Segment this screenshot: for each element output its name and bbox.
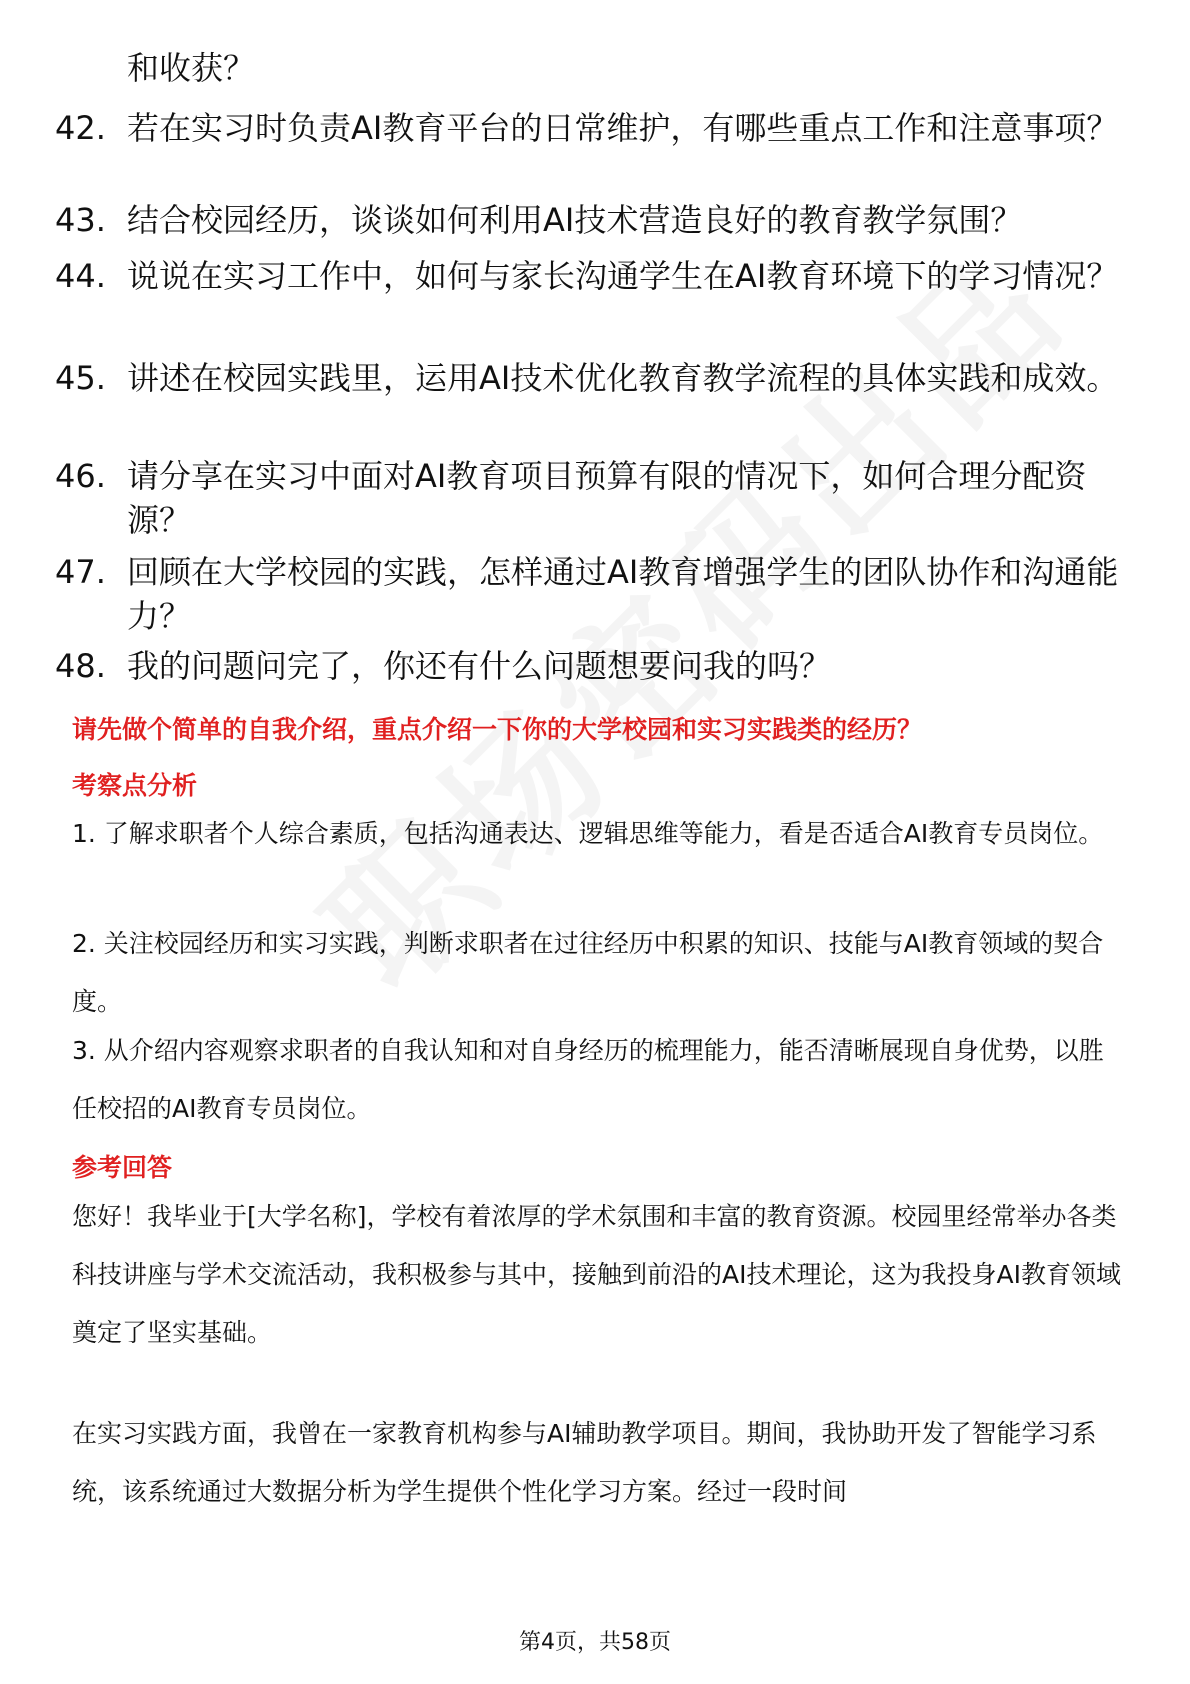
question-number: 47. (55, 553, 106, 591)
question-text: 讲述在校园实践里，运用AI技术优化教育教学流程的具体实践和成效。 (127, 359, 1119, 397)
analysis-heading: 考察点分析 (72, 771, 198, 800)
answer-paragraph: 您好！我毕业于[大学名称]，学校有着浓厚的学术氛围和丰富的教育资源。校园里经常举办各类科技讲座与学术交流活动，我积极参与其中，接触到前沿的AI技术理论，这为我投身AI教育领域奠定了坚实基础。 (72, 1202, 1121, 1347)
analysis-point: 2. 关注校园经历和实习实践，判断求职者在过往经历中积累的知识、技能与AI教育领域的契合度。 (72, 929, 1104, 1016)
question-text: 回顾在大学校园的实践，怎样通过AI教育增强学生的团队协作和沟通能力？ (127, 553, 1119, 635)
question-text: 结合校园经历，谈谈如何利用AI技术营造良好的教育教学氛围？ (127, 201, 1023, 239)
question-continuation: 和收获？ (127, 49, 256, 87)
question-item (55, 644, 1135, 688)
page-footer: 第4页，共58页 (519, 1630, 671, 1655)
analysis-point: 1. 了解求职者个人综合素质，包括沟通表达、逻辑思维等能力，看是否适合AI教育专员岗位。 (72, 819, 1104, 848)
question-item (55, 550, 1135, 638)
question-text: 请分享在实习中面对AI教育项目预算有限的情况下，如何合理分配资源？ (127, 457, 1087, 539)
question-item (55, 356, 1135, 400)
question-item (55, 454, 1135, 542)
section-question: 请先做个简单的自我介绍，重点介绍一下你的大学校园和实习实践类的经历？ (72, 715, 923, 744)
question-number: 44. (55, 257, 106, 295)
question-number: 45. (55, 359, 106, 397)
question-item (55, 198, 1135, 242)
question-number: 43. (55, 201, 106, 239)
question-item (55, 254, 1135, 298)
question-number: 42. (55, 109, 106, 147)
analysis-point: 3. 从介绍内容观察求职者的自我认知和对自身经历的梳理能力，能否清晰展现自身优势，以胜任校招的AI教育专员岗位。 (72, 1036, 1104, 1123)
question-text: 若在实习时负责AI教育平台的日常维护，有哪些重点工作和注意事项？ (127, 109, 1119, 147)
question-text: 说说在实习工作中，如何与家长沟通学生在AI教育环境下的学习情况？ (127, 257, 1119, 295)
answer-heading: 参考回答 (72, 1153, 173, 1182)
question-number: 48. (55, 647, 106, 685)
question-item (55, 106, 1135, 150)
answer-paragraph: 在实习实践方面，我曾在一家教育机构参与AI辅助教学项目。期间，我协助开发了智能学习系统，该系统通过大数据分析为学生提供个性化学习方案。经过一段时间 (72, 1419, 1097, 1506)
question-number: 46. (55, 457, 106, 495)
question-text: 我的问题问完了，你还有什么问题想要问我的吗？ (127, 647, 832, 685)
